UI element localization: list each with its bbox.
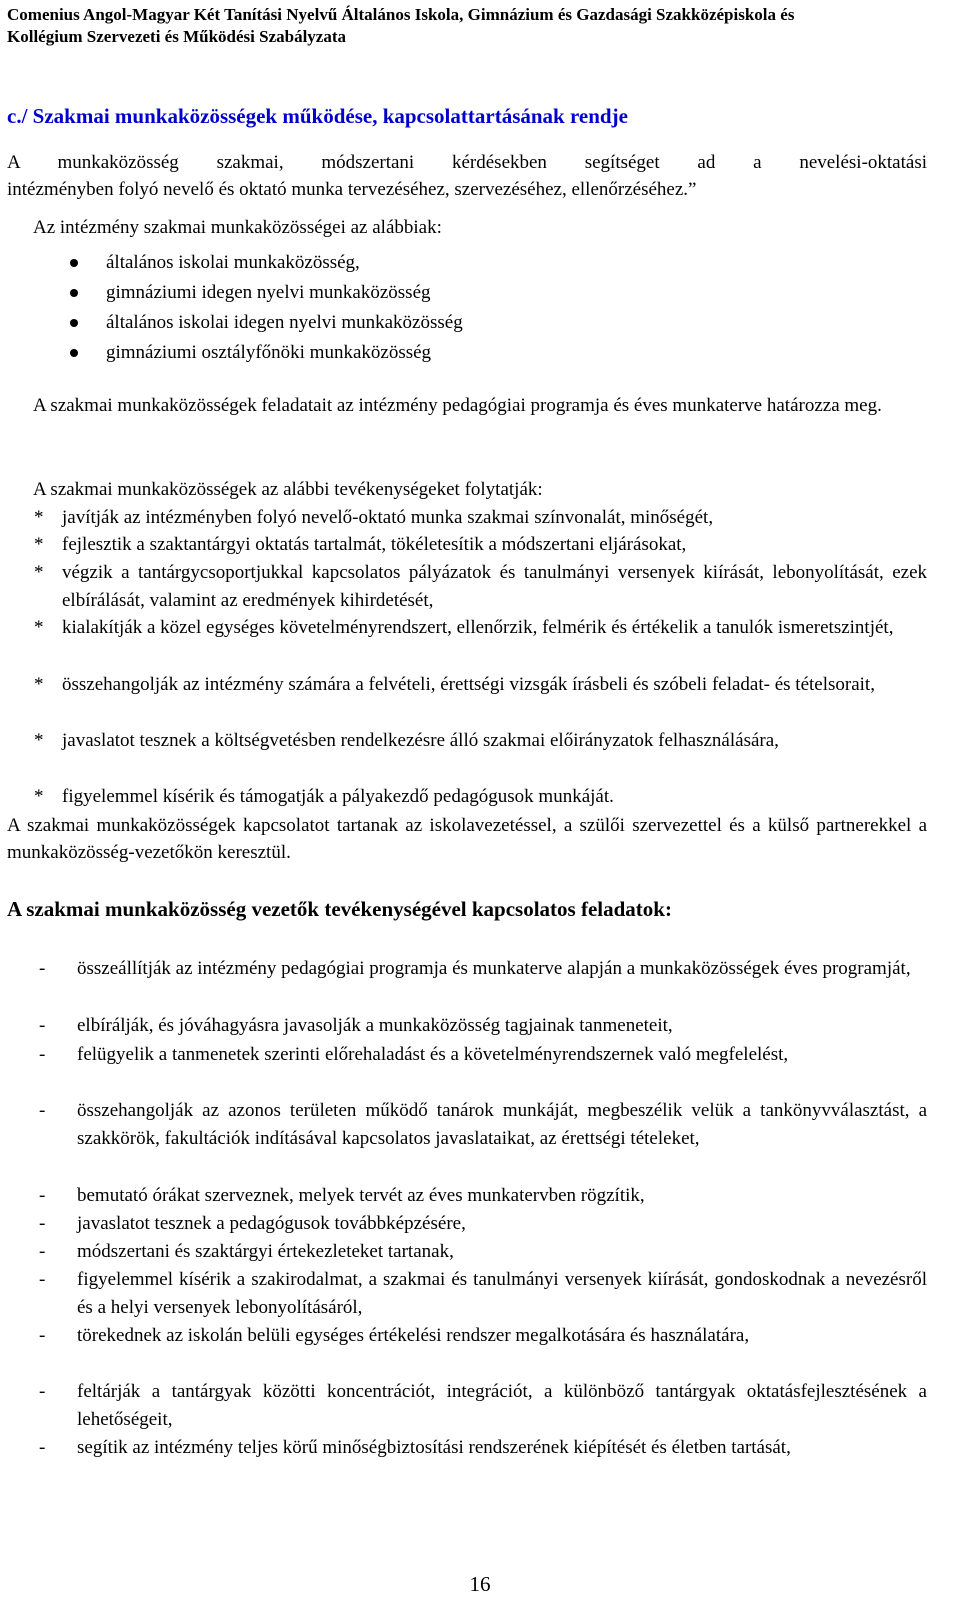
list-item: gimnáziumi osztályfőnöki munkaközösség: [70, 338, 463, 368]
page-number: 16: [469, 1572, 491, 1596]
tasks-paragraph: A szakmai munkaközösségek feladatait az intézmény pedagógiai programja és éves munkaterve határozza meg.: [33, 395, 882, 416]
leader-tasks-heading: A szakmai munkaközösség vezetők tevékenységével kapcsolatos feladatok:: [7, 897, 672, 921]
leader-task-item: - feltárják a tantárgyak közötti koncentrációt, integrációt, a különböző tantárgyak oktatásfejlesztésének a lehetőségeit,: [39, 1381, 927, 1430]
header-line-1: Comenius Angol-Magyar Két Tanítási Nyelvű Általános Iskola, Gimnázium és Gazdasági Szakközépiskola és: [7, 5, 795, 24]
leader-task-item: - összehangolják az azonos területen működő tanárok munkáját, megbeszélik velük a tankönyvválasztást, a szakkörök, fakultációk indításával kapcsolatos javaslataikat, az érettségi tételeket,: [39, 1100, 927, 1149]
bullet-icon: [70, 289, 78, 297]
activity-item: * javaslatot tesznek a költségvetésben rendelkezésre álló szakmai előirányzatok felhasználására,: [34, 730, 779, 751]
list-item: általános iskolai munkaközösség,: [70, 248, 463, 278]
leader-task-item: - összeállítják az intézmény pedagógiai programja és munkaterve alapján a munkaközösségek éves programját,: [39, 958, 911, 979]
activity-item: * fejlesztik a szaktantárgyi oktatás tartalmát, tökéletesítik a módszertani eljárásokat,: [34, 534, 687, 555]
header-line-2: Kollégium Szervezeti és Működési Szabályzata: [7, 27, 347, 46]
intro-line-2: intézményben folyó nevelő és oktató munka tervezéséhez, szervezéséhez, ellenőrzéséhez.”: [7, 179, 697, 200]
bullet-icon: [70, 259, 78, 267]
contact-paragraph: A szakmai munkaközösségek kapcsolatot tartanak az iskolavezetéssel, a szülői szervezettel és a külső partnerekkel a munkaközösség-vezetőkön keresztül.: [7, 815, 927, 863]
list-item: gimnáziumi idegen nyelvi munkaközösség: [70, 278, 463, 308]
document-header: [7, 4, 947, 48]
leader-task-item: - segítik az intézmény teljes körű minőségbiztosítási rendszerének kiépítését és életben tartását,: [39, 1437, 791, 1458]
intro-line-3: Az intézmény szakmai munkaközösségei az alábbiak:: [33, 217, 442, 238]
list-item: általános iskolai idegen nyelvi munkaközösség: [70, 308, 463, 338]
section-title: c./ Szakmai munkaközösségek működése, kapcsolattartásának rendje: [7, 104, 628, 128]
bullet-icon: [70, 319, 78, 327]
leader-task-item: - bemutató órákat szerveznek, melyek tervét az éves munkatervben rögzítik,: [39, 1185, 645, 1206]
activity-item: * figyelemmel kísérik és támogatják a pályakezdő pedagógusok munkáját.: [34, 786, 614, 807]
workgroup-list: [70, 248, 463, 368]
leader-task-item: - törekednek az iskolán belüli egységes értékelési rendszer megalkotására és használatára,: [39, 1325, 750, 1346]
activities-intro: A szakmai munkaközösségek az alábbi tevékenységeket folytatják:: [33, 479, 543, 500]
activity-item: * végzik a tantárgycsoportjukkal kapcsolatos pályázatok és tanulmányi versenyek kiírását, lebonyolítását, ezek elbírálását, valamint az eredmények kihirdetését,: [34, 562, 927, 611]
leader-task-item: - elbírálják, és jóváhagyásra javasolják a munkaközösség tagjainak tanmeneteit,: [39, 1015, 673, 1036]
activity-item: * javítják az intézményben folyó nevelő-oktató munka szakmai színvonalát, minőségét,: [34, 507, 714, 528]
bullet-icon: [70, 349, 78, 357]
leader-task-item: - felügyelik a tanmenetek szerinti előrehaladást és a követelményrendszernek való megfelelést,: [39, 1044, 789, 1065]
activity-item: * összehangolják az intézmény számára a felvételi, érettségi vizsgák írásbeli és szóbeli feladat- és tételsorait,: [34, 674, 875, 695]
intro-line-1: A munkaközösség szakmai, módszertani kérdésekben segítséget ad a nevelési-oktatási: [7, 152, 927, 173]
activity-item: * kialakítják a közel egységes követelményrendszert, ellenőrzik, felmérik és értékelik a tanulók ismeretszintjét,: [34, 617, 894, 638]
leader-task-item: - javaslatot tesznek a pedagógusok továbbképzésére,: [39, 1213, 466, 1234]
leader-task-item: - módszertani és szaktárgyi értekezleteket tartanak,: [39, 1241, 454, 1262]
leader-task-item: - figyelemmel kísérik a szakirodalmat, a szakmai és tanulmányi versenyek kiírását, gondoskodnak a nevezésről és a helyi versenyek lebonyolításáról,: [39, 1269, 927, 1318]
